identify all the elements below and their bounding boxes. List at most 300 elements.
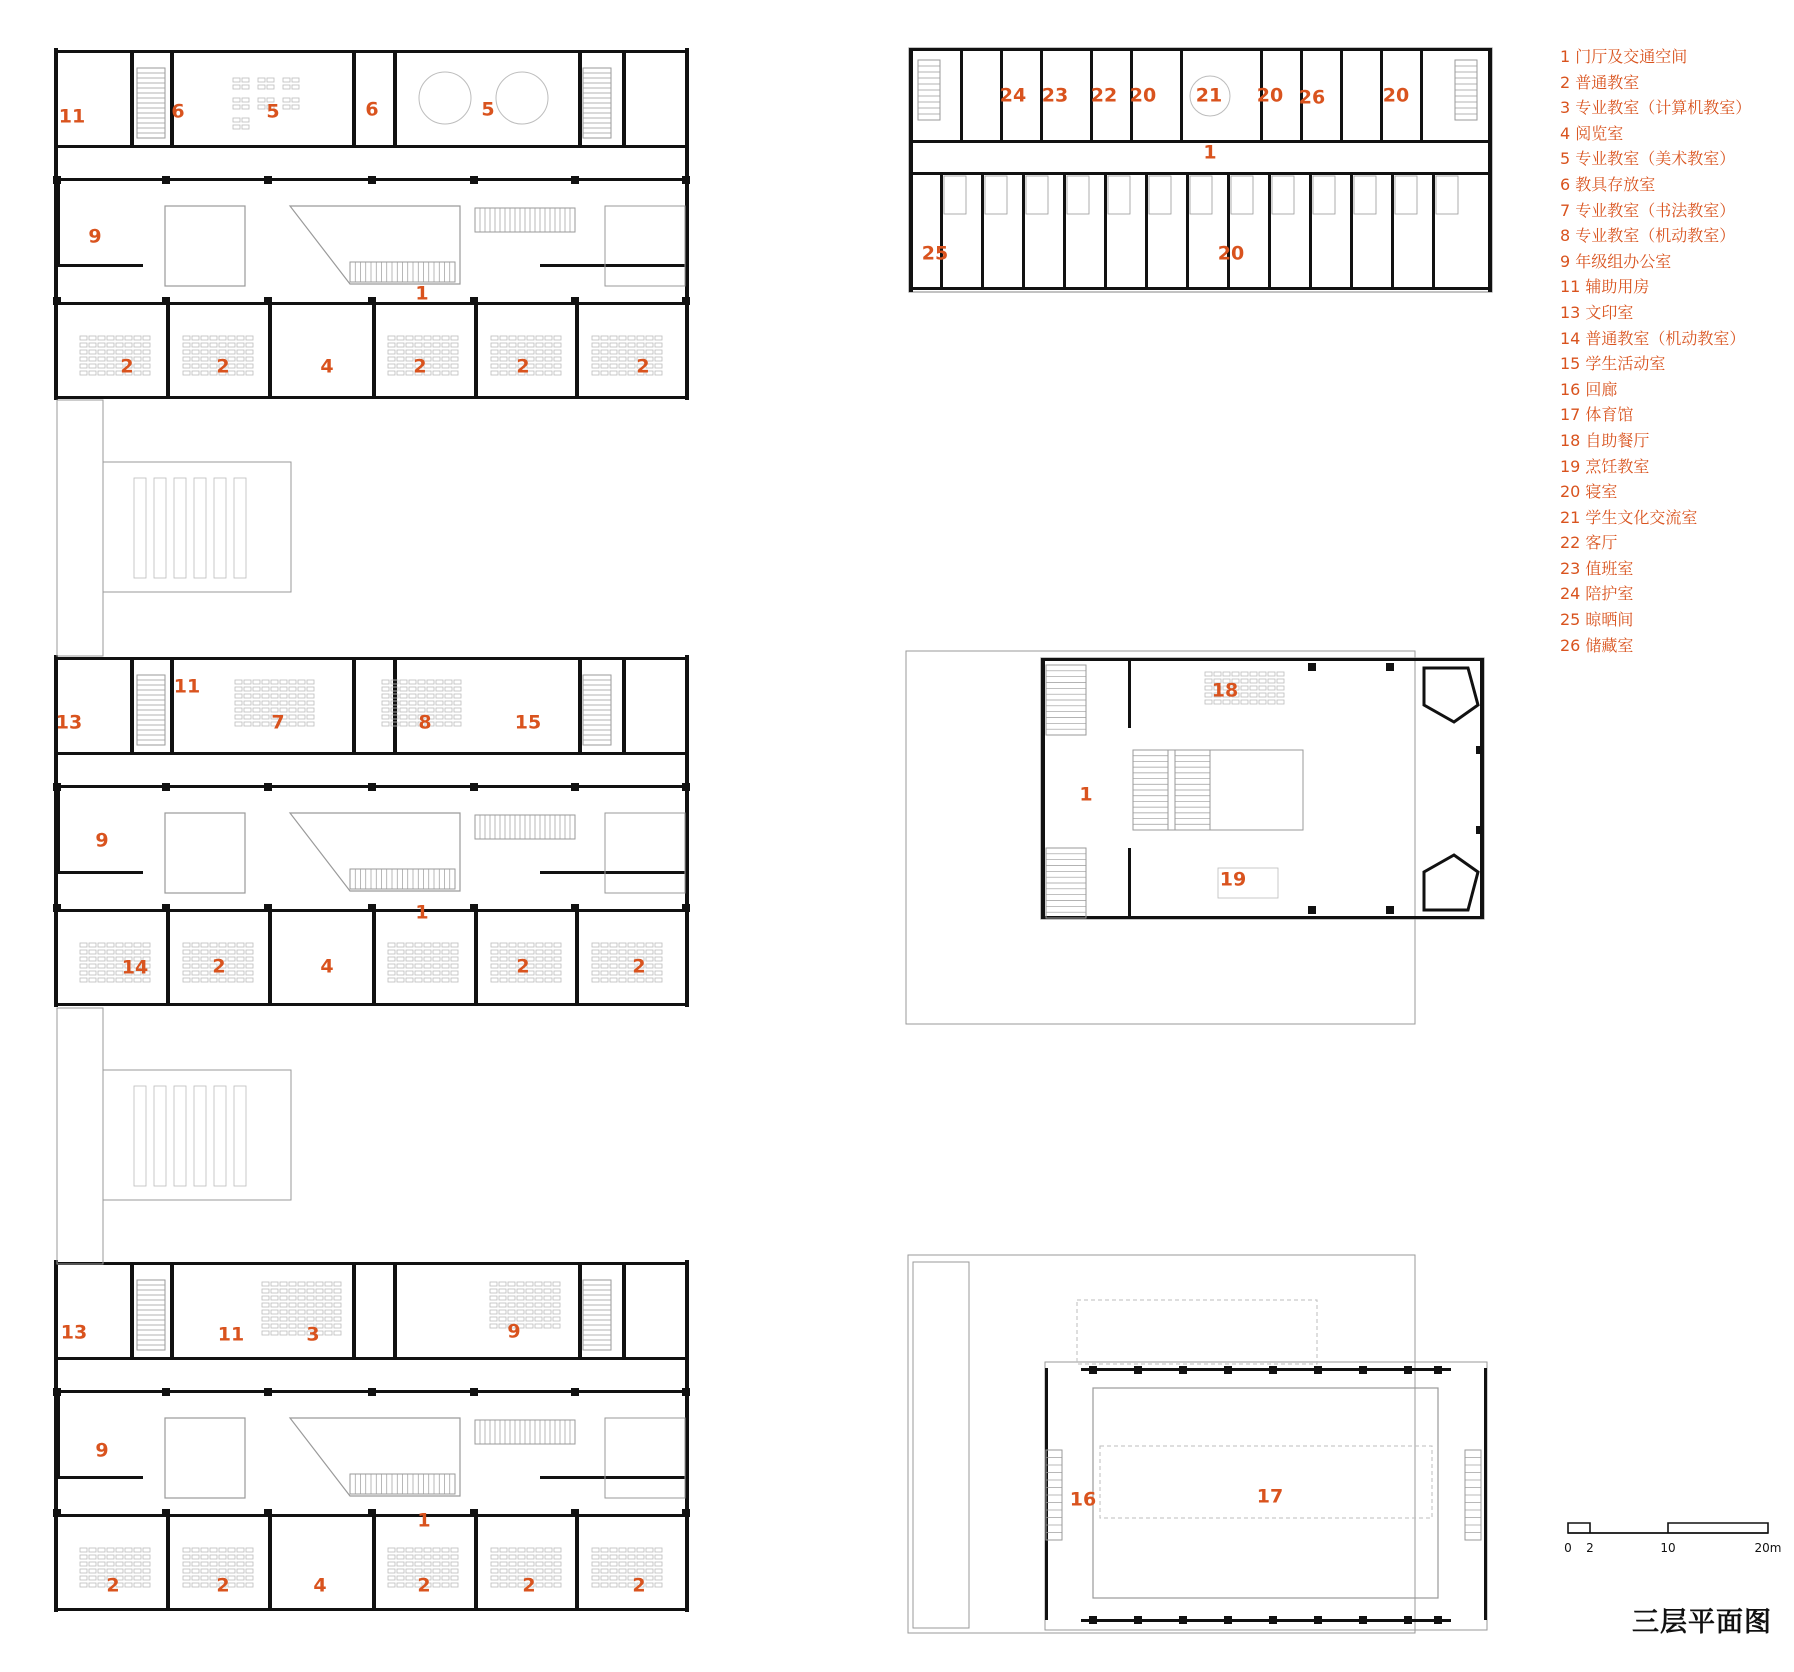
desk bbox=[500, 1569, 507, 1573]
column bbox=[682, 1509, 690, 1517]
desk bbox=[125, 1569, 132, 1573]
desk bbox=[116, 950, 123, 954]
desk bbox=[619, 971, 626, 975]
desk bbox=[237, 336, 244, 340]
desk bbox=[628, 1569, 635, 1573]
plan-outline bbox=[165, 1418, 245, 1498]
desk bbox=[509, 1555, 516, 1559]
desk bbox=[509, 1576, 516, 1580]
desk bbox=[619, 343, 626, 347]
desk bbox=[183, 1583, 190, 1587]
desk bbox=[628, 1548, 635, 1552]
desk bbox=[424, 978, 431, 982]
desk bbox=[80, 364, 87, 368]
desk bbox=[491, 957, 498, 961]
desk bbox=[289, 1282, 296, 1286]
desk bbox=[98, 957, 105, 961]
wall bbox=[1480, 658, 1484, 919]
desk bbox=[192, 1583, 199, 1587]
desk bbox=[406, 343, 413, 347]
wall bbox=[909, 140, 1492, 143]
desk bbox=[80, 1569, 87, 1573]
desk bbox=[80, 357, 87, 361]
desk bbox=[545, 1555, 552, 1559]
desk bbox=[406, 1555, 413, 1559]
desk bbox=[183, 971, 190, 975]
desk bbox=[246, 1555, 253, 1559]
desk bbox=[267, 78, 274, 82]
desk bbox=[637, 350, 644, 354]
legend-number: 16 bbox=[1560, 379, 1581, 399]
wall bbox=[166, 302, 170, 398]
desk bbox=[619, 336, 626, 340]
desk bbox=[518, 343, 525, 347]
scale-tick-label: 10 bbox=[1660, 1541, 1676, 1555]
desk bbox=[554, 1555, 561, 1559]
desk bbox=[210, 350, 217, 354]
room-label: 1 bbox=[417, 1509, 431, 1532]
desk bbox=[610, 964, 617, 968]
desk bbox=[655, 1576, 662, 1580]
legend-text: 年级组办公室 bbox=[1575, 251, 1672, 271]
desk bbox=[183, 957, 190, 961]
desk bbox=[262, 680, 269, 684]
legend-number: 20 bbox=[1560, 482, 1581, 502]
plan-outline bbox=[1026, 176, 1048, 214]
desk bbox=[228, 1569, 235, 1573]
desk bbox=[655, 957, 662, 961]
desk bbox=[619, 1583, 626, 1587]
desk bbox=[415, 350, 422, 354]
column bbox=[53, 297, 61, 305]
wall bbox=[1128, 658, 1131, 728]
room-label: 3 bbox=[306, 1323, 320, 1346]
desk bbox=[143, 1562, 150, 1566]
desk bbox=[143, 950, 150, 954]
desk bbox=[80, 950, 87, 954]
plan-outline bbox=[234, 1086, 246, 1186]
room-label: 20 bbox=[1129, 84, 1157, 107]
desk bbox=[237, 371, 244, 375]
column bbox=[1386, 906, 1394, 914]
legend-number: 17 bbox=[1560, 405, 1581, 425]
desk bbox=[554, 950, 561, 954]
desk bbox=[143, 1555, 150, 1559]
desk bbox=[201, 343, 208, 347]
desk bbox=[201, 957, 208, 961]
wall bbox=[1104, 172, 1107, 287]
wall bbox=[57, 1608, 686, 1611]
wall bbox=[1186, 172, 1189, 287]
desk bbox=[253, 687, 260, 691]
desk bbox=[518, 350, 525, 354]
plan-outline bbox=[165, 813, 245, 893]
column bbox=[571, 783, 579, 791]
desk bbox=[292, 78, 299, 82]
desk bbox=[436, 722, 443, 726]
desk bbox=[219, 1548, 226, 1552]
desk bbox=[610, 1569, 617, 1573]
desk bbox=[143, 357, 150, 361]
desk bbox=[107, 350, 114, 354]
desk bbox=[80, 1576, 87, 1580]
desk bbox=[1241, 700, 1248, 704]
desk bbox=[246, 957, 253, 961]
desk bbox=[298, 715, 305, 719]
desk bbox=[445, 701, 452, 705]
desk bbox=[1223, 672, 1230, 676]
wall bbox=[940, 172, 943, 287]
desk bbox=[397, 350, 404, 354]
desk bbox=[592, 1562, 599, 1566]
desk bbox=[316, 1289, 323, 1293]
legend-item bbox=[1560, 402, 1751, 428]
legend-text: 自助餐厅 bbox=[1585, 430, 1650, 450]
desk bbox=[228, 336, 235, 340]
desk bbox=[143, 943, 150, 947]
legend-number: 13 bbox=[1560, 302, 1581, 322]
desk bbox=[553, 1289, 560, 1293]
desk bbox=[517, 1296, 524, 1300]
desk bbox=[244, 708, 251, 712]
desk bbox=[89, 950, 96, 954]
desk bbox=[451, 350, 458, 354]
desk bbox=[637, 1562, 644, 1566]
column bbox=[682, 297, 690, 305]
plan-outline bbox=[57, 400, 103, 656]
desk bbox=[619, 350, 626, 354]
desk bbox=[201, 964, 208, 968]
desk bbox=[415, 971, 422, 975]
desk bbox=[107, 371, 114, 375]
desk bbox=[509, 943, 516, 947]
desk bbox=[436, 715, 443, 719]
desk bbox=[433, 1576, 440, 1580]
legend-item bbox=[1560, 198, 1751, 224]
desk bbox=[545, 964, 552, 968]
desk bbox=[433, 957, 440, 961]
legend-item bbox=[1560, 249, 1751, 275]
plan-outline bbox=[913, 1262, 969, 1628]
wall bbox=[1391, 172, 1394, 287]
room-label: 2 bbox=[106, 1574, 120, 1597]
desk bbox=[397, 964, 404, 968]
desk bbox=[445, 680, 452, 684]
legend-item bbox=[1560, 121, 1751, 147]
desk bbox=[307, 1282, 314, 1286]
desk bbox=[409, 694, 416, 698]
desk bbox=[409, 687, 416, 691]
desk bbox=[388, 343, 395, 347]
desk bbox=[397, 1555, 404, 1559]
desk bbox=[397, 1562, 404, 1566]
desk bbox=[628, 943, 635, 947]
desk bbox=[592, 364, 599, 368]
column bbox=[1179, 1366, 1187, 1374]
desk bbox=[451, 943, 458, 947]
desk bbox=[134, 350, 141, 354]
plan-outline bbox=[174, 1086, 186, 1186]
plan-outline bbox=[605, 206, 685, 286]
desk bbox=[262, 1331, 269, 1335]
desk bbox=[258, 85, 265, 89]
legend-item bbox=[1560, 172, 1751, 198]
column bbox=[1269, 1616, 1277, 1624]
desk bbox=[454, 694, 461, 698]
wall bbox=[170, 1262, 174, 1360]
desk bbox=[619, 1562, 626, 1566]
desk bbox=[192, 978, 199, 982]
desk bbox=[655, 978, 662, 982]
desk bbox=[107, 957, 114, 961]
desk bbox=[451, 1555, 458, 1559]
desk bbox=[628, 1562, 635, 1566]
desk bbox=[228, 964, 235, 968]
desk bbox=[491, 1569, 498, 1573]
desk bbox=[183, 350, 190, 354]
desk bbox=[415, 943, 422, 947]
desk bbox=[143, 350, 150, 354]
desk bbox=[280, 687, 287, 691]
column bbox=[571, 1388, 579, 1396]
desk bbox=[655, 350, 662, 354]
desk bbox=[1250, 686, 1257, 690]
desk bbox=[219, 336, 226, 340]
column bbox=[1179, 1616, 1187, 1624]
desk bbox=[628, 343, 635, 347]
desk bbox=[298, 1310, 305, 1314]
desk bbox=[219, 978, 226, 982]
column bbox=[1308, 906, 1316, 914]
legend-item bbox=[1560, 146, 1751, 172]
desk bbox=[610, 957, 617, 961]
column bbox=[162, 297, 170, 305]
desk bbox=[283, 85, 290, 89]
desk bbox=[192, 1555, 199, 1559]
desk bbox=[107, 978, 114, 982]
desk bbox=[244, 715, 251, 719]
wall bbox=[1350, 172, 1353, 287]
desk bbox=[536, 1562, 543, 1566]
desk bbox=[490, 1282, 497, 1286]
desk bbox=[307, 1310, 314, 1314]
desk bbox=[610, 336, 617, 340]
desk bbox=[610, 371, 617, 375]
legend-item bbox=[1560, 454, 1751, 480]
scale-tick-label: 2 bbox=[1586, 1541, 1594, 1555]
desk bbox=[619, 950, 626, 954]
desk bbox=[554, 943, 561, 947]
desk bbox=[500, 343, 507, 347]
room-label: 13 bbox=[55, 711, 83, 734]
desk bbox=[536, 971, 543, 975]
desk bbox=[125, 1555, 132, 1559]
desk bbox=[219, 350, 226, 354]
desk bbox=[526, 1282, 533, 1286]
desk bbox=[427, 694, 434, 698]
desk bbox=[491, 350, 498, 354]
desk bbox=[491, 1548, 498, 1552]
plan-outline bbox=[154, 478, 166, 578]
desk bbox=[80, 943, 87, 947]
desk bbox=[397, 957, 404, 961]
desk bbox=[592, 978, 599, 982]
desk bbox=[271, 1324, 278, 1328]
desk bbox=[518, 1562, 525, 1566]
desk bbox=[509, 357, 516, 361]
wall bbox=[268, 1514, 272, 1610]
desk bbox=[388, 1555, 395, 1559]
wall bbox=[909, 48, 913, 292]
desk bbox=[283, 105, 290, 109]
room-label: 16 bbox=[1069, 1488, 1097, 1511]
desk bbox=[289, 1296, 296, 1300]
desk bbox=[406, 957, 413, 961]
desk bbox=[646, 971, 653, 975]
desk bbox=[509, 371, 516, 375]
desk bbox=[246, 371, 253, 375]
desk bbox=[316, 1317, 323, 1321]
desk bbox=[536, 950, 543, 954]
desk bbox=[592, 357, 599, 361]
desk bbox=[98, 978, 105, 982]
desk bbox=[536, 1576, 543, 1580]
desk bbox=[517, 1303, 524, 1307]
wall bbox=[1041, 916, 1484, 919]
desk bbox=[406, 1569, 413, 1573]
wall bbox=[166, 909, 170, 1005]
desk bbox=[125, 336, 132, 340]
desk bbox=[637, 950, 644, 954]
desk bbox=[406, 357, 413, 361]
wall bbox=[170, 50, 174, 148]
room-label: 2 bbox=[413, 355, 427, 378]
desk bbox=[536, 336, 543, 340]
desk bbox=[89, 350, 96, 354]
desk bbox=[183, 1562, 190, 1566]
desk bbox=[451, 343, 458, 347]
desk bbox=[535, 1317, 542, 1321]
desk bbox=[246, 971, 253, 975]
column bbox=[162, 783, 170, 791]
desk bbox=[134, 343, 141, 347]
desk bbox=[545, 950, 552, 954]
legend-number: 14 bbox=[1560, 328, 1581, 348]
desk bbox=[143, 343, 150, 347]
desk bbox=[271, 1282, 278, 1286]
desk bbox=[545, 364, 552, 368]
desk bbox=[210, 950, 217, 954]
desk bbox=[418, 687, 425, 691]
plan-outline bbox=[154, 1086, 166, 1186]
legend-item bbox=[1560, 479, 1751, 505]
desk bbox=[610, 950, 617, 954]
desk bbox=[388, 1548, 395, 1552]
room-label: 5 bbox=[481, 98, 495, 121]
desk bbox=[89, 964, 96, 968]
desk bbox=[424, 971, 431, 975]
desk bbox=[98, 371, 105, 375]
desk bbox=[307, 680, 314, 684]
desk bbox=[388, 950, 395, 954]
desk bbox=[610, 1576, 617, 1580]
desk bbox=[89, 1555, 96, 1559]
column bbox=[1404, 1616, 1412, 1624]
desk bbox=[406, 1562, 413, 1566]
wall bbox=[352, 50, 356, 148]
desk bbox=[500, 957, 507, 961]
wall bbox=[352, 1262, 356, 1360]
desk bbox=[289, 1289, 296, 1293]
desk bbox=[80, 1548, 87, 1552]
desk bbox=[433, 978, 440, 982]
desk bbox=[1232, 672, 1239, 676]
column bbox=[571, 1509, 579, 1517]
wall bbox=[57, 264, 143, 267]
desk bbox=[628, 978, 635, 982]
desk bbox=[388, 364, 395, 368]
desk bbox=[325, 1296, 332, 1300]
desk bbox=[442, 371, 449, 375]
desk bbox=[201, 371, 208, 375]
desk bbox=[192, 343, 199, 347]
desk bbox=[601, 1555, 608, 1559]
desk bbox=[388, 1569, 395, 1573]
desk bbox=[134, 1576, 141, 1580]
desk bbox=[601, 371, 608, 375]
desk bbox=[262, 1310, 269, 1314]
desk bbox=[500, 1576, 507, 1580]
desk bbox=[237, 943, 244, 947]
desk bbox=[409, 722, 416, 726]
desk bbox=[316, 1303, 323, 1307]
desk bbox=[253, 722, 260, 726]
desk bbox=[536, 1583, 543, 1587]
desk bbox=[397, 1548, 404, 1552]
desk bbox=[553, 1303, 560, 1307]
column bbox=[1314, 1616, 1322, 1624]
plan-outline bbox=[605, 1418, 685, 1498]
room-label: 11 bbox=[58, 105, 86, 128]
desk bbox=[509, 1562, 516, 1566]
desk bbox=[592, 1569, 599, 1573]
desk bbox=[619, 978, 626, 982]
desk bbox=[545, 978, 552, 982]
desk bbox=[646, 1562, 653, 1566]
desk bbox=[253, 680, 260, 684]
desk bbox=[233, 125, 240, 129]
desk bbox=[433, 964, 440, 968]
desk bbox=[406, 971, 413, 975]
desk bbox=[143, 1548, 150, 1552]
wall bbox=[1128, 848, 1131, 918]
desk bbox=[400, 722, 407, 726]
column bbox=[1224, 1616, 1232, 1624]
desk bbox=[406, 1583, 413, 1587]
desk bbox=[388, 336, 395, 340]
desk bbox=[554, 971, 561, 975]
desk bbox=[451, 957, 458, 961]
desk bbox=[192, 1548, 199, 1552]
atrium-void bbox=[290, 813, 460, 891]
desk bbox=[397, 371, 404, 375]
desk bbox=[244, 722, 251, 726]
desk bbox=[610, 1555, 617, 1559]
plan-outline bbox=[103, 462, 291, 592]
plan-outline bbox=[134, 1086, 146, 1186]
desk bbox=[409, 680, 416, 684]
desk bbox=[646, 978, 653, 982]
